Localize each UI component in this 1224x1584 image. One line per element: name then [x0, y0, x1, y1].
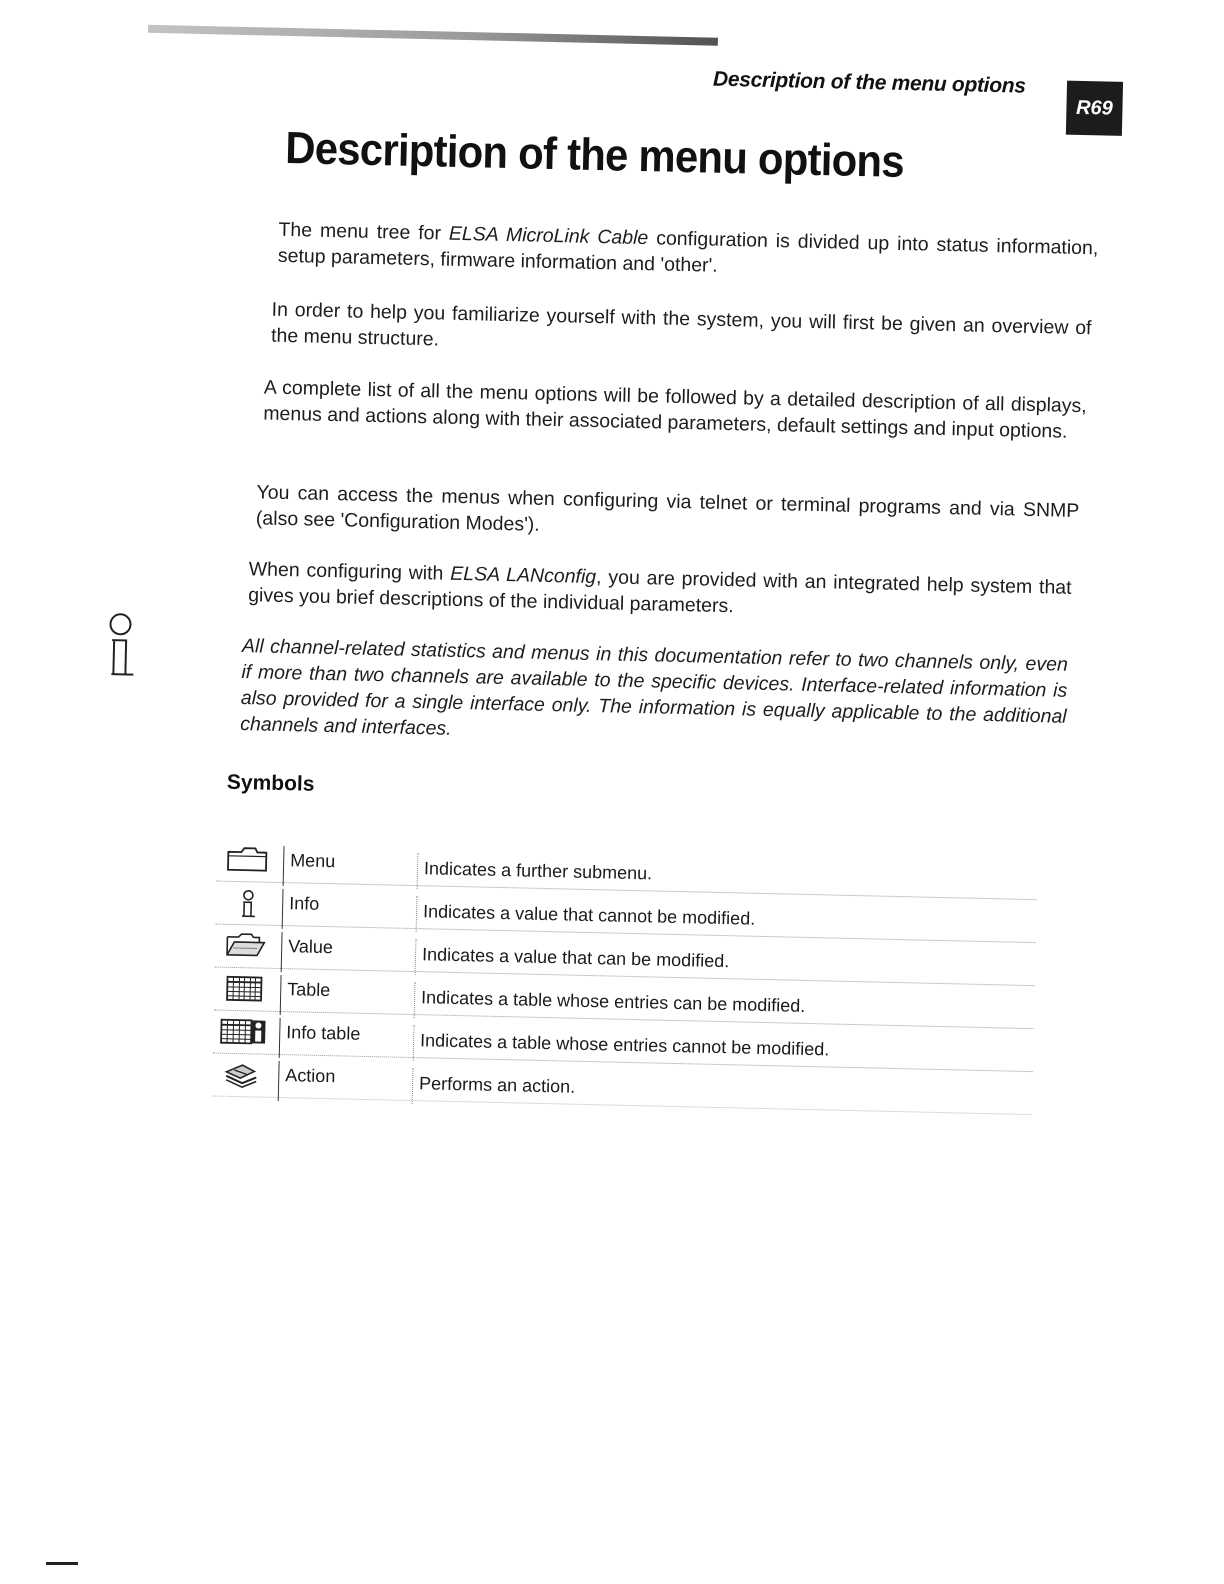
symbol-description: Indicates a table whose entries cannot be modified.: [413, 1025, 830, 1070]
symbol-description: Indicates a further submenu.: [417, 853, 653, 894]
symbol-name: Info table: [279, 1018, 411, 1061]
open-folder-icon: [215, 931, 276, 962]
p5-text-before: When configuring with: [248, 558, 451, 585]
page-title: Description of the menu options: [284, 121, 905, 187]
symbol-description: Performs an action.: [412, 1068, 576, 1108]
symbol-name: Action: [278, 1061, 410, 1104]
intro-paragraph: [278, 217, 1099, 288]
info-table-icon: [213, 1017, 274, 1048]
symbols-table: [212, 839, 1038, 1116]
symbol-description: Indicates a value that can be modified.: [415, 939, 730, 982]
table-grid-icon: [214, 974, 275, 1005]
footer-mark: [46, 1562, 78, 1565]
page-number-badge: R69: [1066, 81, 1123, 136]
complete-list-paragraph: A complete list of all the menu options will be followed by a detailed description of all displays, menus and actions along with their associated parameters, default settings and input options.: [263, 376, 1087, 443]
lanconfig-name: ELSA LANconfig: [449, 562, 597, 589]
access-paragraph: You can access the menus when configuring via telnet or terminal programs and via SNMP (also see 'Configuration Modes').: [255, 481, 1080, 536]
p5-text-after: , you are provided with an integrated help system that gives you brief descriptions of the individual parameters.: [247, 566, 1072, 618]
symbol-name: Table: [280, 975, 412, 1018]
symbol-description: Indicates a value that cannot be modified.: [416, 896, 756, 940]
p1-text-after: configuration is divided up into status information, setup parameters, firmware information and 'other'.: [277, 227, 1099, 277]
symbol-description: Indicates a table whose entries can be modified.: [414, 982, 806, 1027]
product-name: ELSA MicroLink Cable: [448, 222, 649, 250]
p1-text-before: The menu tree for: [278, 218, 450, 245]
info-icon: [216, 888, 277, 919]
symbol-name: Info: [282, 889, 414, 932]
running-head: Description of the menu options: [712, 67, 1026, 98]
margin-info-icon: [99, 610, 141, 683]
lanconfig-paragraph: [248, 556, 1072, 627]
action-hand-icon: [212, 1060, 273, 1091]
header-rule: [148, 25, 718, 46]
symbol-name: Value: [281, 932, 413, 975]
note-paragraph: All channel-related statistics and menus in this documentation refer to two channels only, even if more than two channels are available to the specific devices. Interface-related information is also provided for a single interface only. The information is equally applicable to the additional channels and interfaces.: [240, 635, 1069, 740]
symbols-heading: Symbols: [226, 770, 315, 796]
menu-folder-icon: [217, 845, 278, 876]
symbol-name: Menu: [283, 846, 415, 889]
overview-paragraph: In order to help you familiarize yourself with the system, you will first be given an overview of the menu structure.: [270, 298, 1092, 351]
